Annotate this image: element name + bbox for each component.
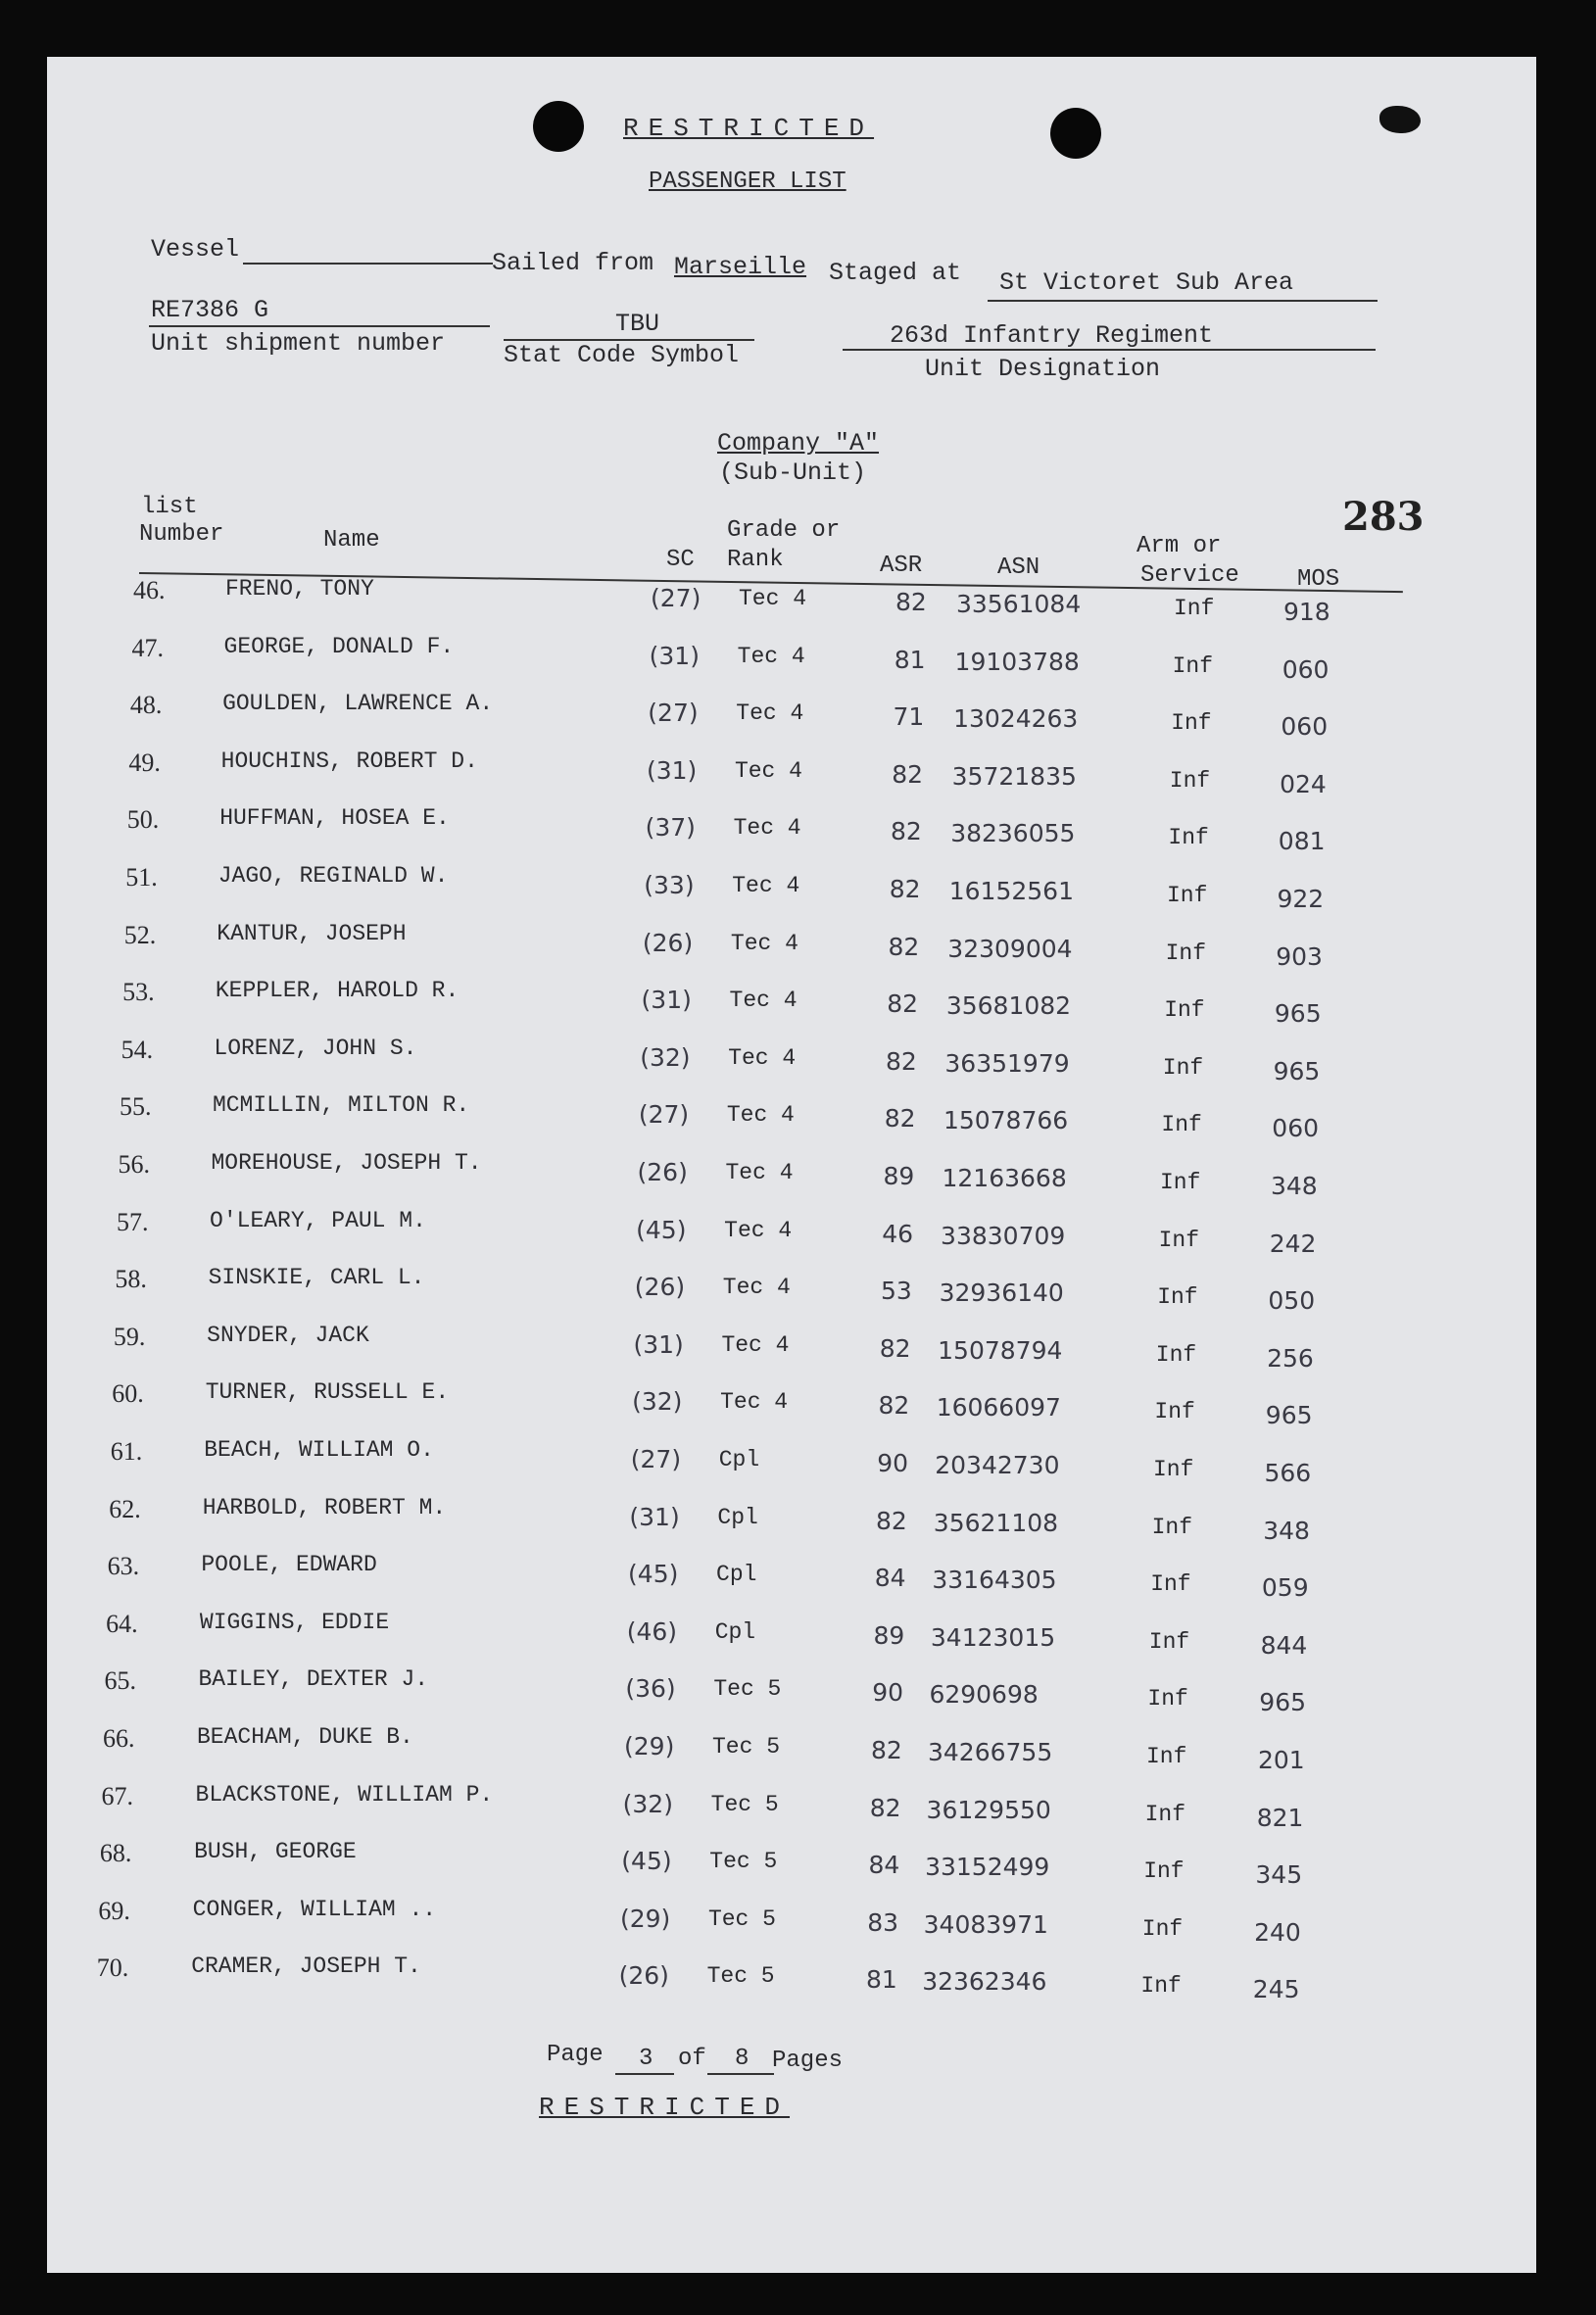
asn-cell: 32936140 [939,1278,1064,1308]
grade-cell: Tec 5 [706,1963,775,1990]
stat-code-label: Stat Code Symbol [504,341,740,369]
arm-cell: Inf [1148,1628,1190,1655]
list-number-cell: 55. [120,1092,152,1122]
mos-cell: 256 [1267,1343,1314,1373]
page-label: Page [547,2042,604,2068]
asr-cell: 82 [891,817,922,846]
table-row [47,1552,1536,1603]
name-cell: O'LEARY, PAUL M. [210,1207,426,1233]
grade-cell: Tec 4 [726,1102,795,1129]
sailed-from-label: Sailed from [492,249,654,277]
list-number-cell: 47. [131,633,164,662]
pages-label: Pages [772,2048,844,2074]
list-number-cell: 46. [133,576,166,604]
name-cell: BLACKSTONE, WILLIAM P. [195,1781,494,1808]
header-grade-1: Grade or [727,517,841,544]
list-number-cell: 63. [107,1552,140,1581]
asr-cell: 82 [886,1046,917,1076]
mos-cell: 060 [1272,1114,1320,1143]
sc-cell: (26) [637,1158,688,1186]
asr-cell: 46 [882,1219,914,1248]
mos-cell: 922 [1277,885,1325,913]
asr-cell: 82 [889,875,921,903]
sc-cell: (37) [645,813,696,843]
mos-cell: 348 [1271,1172,1318,1200]
name-cell: BAILEY, DEXTER J. [198,1666,429,1693]
name-cell: CONGER, WILLIAM .. [192,1896,437,1922]
arm-cell: Inf [1167,883,1208,908]
of-label: of [678,2046,706,2072]
asr-cell: 82 [869,1793,901,1822]
asr-cell: 90 [877,1449,909,1477]
name-cell: HARBOLD, ROBERT M. [202,1494,447,1520]
name-cell: JAGO, REGINALD W. [218,863,449,889]
asn-cell: 16066097 [936,1393,1061,1423]
table-row [47,1092,1536,1143]
name-cell: BEACH, WILLIAM O. [204,1437,434,1463]
list-number-cell: 48. [129,691,163,720]
restricted-bottom: RESTRICTED [539,2093,791,2122]
table-row [47,1035,1536,1085]
asr-cell: 82 [871,1736,902,1764]
sc-cell: (26) [634,1273,686,1302]
sc-cell: (27) [651,584,701,612]
sailed-from-value: Marseille [674,253,807,281]
arm-cell: Inf [1168,825,1209,851]
list-number-cell: 60. [112,1379,144,1409]
name-cell: GEORGE, DONALD F. [223,633,455,659]
table-row [47,1724,1536,1774]
table-row [47,1379,1536,1430]
sc-cell: (45) [621,1847,672,1876]
company-label: (Sub-Unit) [719,458,867,487]
sc-cell: (45) [628,1560,679,1589]
asr-cell: 90 [872,1678,904,1708]
arm-cell: Inf [1147,1686,1188,1712]
asr-cell: 82 [892,759,924,789]
name-cell: WIGGINS, EDDIE [199,1609,390,1635]
grade-cell: Tec 5 [712,1734,781,1760]
table-row [47,1666,1536,1717]
grade-cell: Tec 4 [739,586,807,611]
asr-cell: 84 [874,1564,906,1593]
sc-cell: (26) [618,1961,669,1991]
passenger-list-title: PASSENGER LIST [649,169,846,195]
unit-designation-line [843,349,1376,351]
arm-cell: Inf [1169,767,1211,794]
table-row [47,920,1536,971]
list-number-cell: 68. [99,1839,132,1868]
table-row [47,1150,1536,1200]
asn-cell: 35681082 [945,991,1072,1021]
asn-cell: 6290698 [929,1680,1039,1710]
unit-designation-value: 263d Infantry Regiment [890,321,1214,350]
asr-cell: 82 [879,1333,911,1363]
asr-cell: 82 [888,932,920,961]
asn-cell: 15078794 [938,1335,1063,1365]
arm-cell: Inf [1158,1227,1200,1253]
asr-cell: 82 [895,588,927,616]
name-cell: GOULDEN, LAWRENCE A. [222,691,494,717]
asn-cell: 15078766 [943,1106,1069,1135]
sc-cell: (31) [641,986,692,1015]
name-cell: MCMILLIN, MILTON R. [212,1092,470,1119]
arm-cell: Inf [1172,652,1214,679]
arm-cell: Inf [1140,1973,1182,2000]
unit-shipment-number-value: RE7386 G [151,296,269,324]
table-row [47,978,1536,1029]
mos-cell: 059 [1261,1573,1309,1603]
asr-cell: 84 [868,1851,900,1880]
grade-cell: Tec 5 [710,1791,779,1817]
name-cell: KANTUR, JOSEPH [217,920,407,946]
table-row [47,1609,1536,1660]
mos-cell: 060 [1282,654,1330,684]
unit-designation-label: Unit Designation [925,355,1161,383]
asr-cell: 82 [887,989,919,1019]
asr-cell: 89 [873,1620,905,1650]
list-number-cell: 70. [96,1953,129,1983]
arm-cell: Inf [1174,596,1215,621]
mos-cell: 060 [1281,712,1329,742]
grade-cell: Tec 4 [730,930,798,956]
asn-cell: 35621108 [933,1508,1059,1537]
grade-cell: Cpl [717,1504,758,1530]
mos-cell: 903 [1276,941,1323,971]
grade-cell: Cpl [718,1447,760,1472]
sc-cell: (46) [626,1616,678,1646]
asn-cell: 36129550 [926,1795,1051,1824]
grade-cell: Tec 4 [725,1160,794,1185]
asn-cell: 34266755 [928,1738,1053,1766]
asn-cell: 33561084 [956,590,1082,618]
table-row [47,863,1536,913]
sc-cell: (32) [640,1042,691,1072]
list-number-cell: 57. [116,1207,149,1236]
name-cell: HOUCHINS, ROBERT D. [220,748,478,774]
sc-cell: (27) [648,699,699,728]
table-row [47,1437,1536,1487]
list-number-cell: 59. [113,1322,146,1351]
grade-cell: Tec 4 [732,873,800,898]
mos-cell: 965 [1265,1401,1313,1430]
grade-cell: Tec 5 [709,1849,778,1875]
grade-cell: Tec 4 [729,988,798,1014]
mos-cell: 965 [1259,1688,1307,1717]
header-list-number-2: Number [139,521,224,548]
mos-cell: 348 [1263,1516,1310,1545]
sc-cell: (33) [644,871,695,899]
mos-cell: 240 [1254,1917,1301,1947]
arm-cell: Inf [1165,940,1207,966]
mos-cell: 918 [1283,598,1330,626]
sc-cell: (31) [649,641,700,670]
mos-cell: 050 [1268,1286,1316,1316]
unit-shipment-number-label: Unit shipment number [151,329,446,358]
sc-cell: (29) [619,1904,671,1933]
grade-cell: Cpl [716,1562,757,1588]
list-number-cell: 64. [106,1609,138,1638]
asn-cell: 19103788 [954,647,1080,676]
mos-cell: 965 [1273,1056,1321,1085]
mos-cell: 081 [1278,827,1326,856]
table-row [47,691,1536,742]
arm-cell: Inf [1154,1399,1195,1425]
header-name: Name [323,527,380,554]
sc-cell: (27) [638,1100,690,1130]
name-cell: LORENZ, JOHN S. [214,1035,417,1061]
sc-cell: (32) [632,1387,683,1417]
sc-cell: (31) [633,1329,684,1359]
page-value: 3 [639,2046,653,2072]
total-value: 8 [735,2046,750,2072]
table-row [47,1781,1536,1832]
mos-cell: 245 [1252,1975,1300,2004]
punch-hole-right [1050,108,1101,159]
arm-cell: Inf [1143,1858,1185,1885]
header-sc: SC [666,547,695,573]
list-number-cell: 61. [110,1437,143,1466]
list-number-cell: 50. [126,805,160,835]
asn-cell: 33830709 [941,1221,1066,1250]
name-cell: SNYDER, JACK [207,1322,369,1348]
asr-cell: 81 [866,1965,897,1995]
list-number-cell: 58. [115,1265,147,1294]
list-number-cell: 62. [109,1494,141,1523]
sc-cell: (29) [624,1732,675,1760]
grade-cell: Tec 4 [721,1331,790,1358]
arm-cell: Inf [1151,1514,1193,1540]
arm-cell: Inf [1144,1801,1186,1827]
asr-cell: 71 [893,702,925,732]
asn-cell: 33164305 [932,1566,1057,1595]
arm-cell: Inf [1155,1341,1197,1368]
asn-cell: 16152561 [948,877,1074,905]
grade-cell: Tec 4 [734,757,802,784]
arm-cell: Inf [1150,1571,1191,1598]
page-value-line [615,2073,674,2075]
punch-hole-left [533,101,584,152]
list-number-cell: 52. [123,920,157,949]
staged-at-line [988,300,1378,302]
header-arm-1: Arm or [1137,533,1222,559]
asn-cell: 32309004 [947,934,1073,963]
staged-at-value: St Victoret Sub Area [999,268,1294,297]
header-list-number-1: list [141,494,198,520]
table-row [47,576,1536,626]
mos-cell: 821 [1256,1803,1304,1832]
header-grade-2: Rank [727,547,784,573]
table-row [47,1207,1536,1258]
name-cell: HUFFMAN, HOSEA E. [219,805,450,832]
name-cell: SINSKIE, CARL L. [208,1265,425,1291]
arm-cell: Inf [1141,1915,1184,1942]
asr-cell: 83 [867,1907,899,1937]
header-arm-2: Service [1140,562,1239,589]
list-number-cell: 69. [98,1896,130,1925]
arm-cell: Inf [1146,1744,1187,1769]
document-sheet [47,57,1536,2273]
company-value: Company "A" [717,429,880,458]
mos-cell: 024 [1280,769,1327,798]
table-row [47,1322,1536,1373]
asn-cell: 12163668 [942,1164,1067,1192]
mos-cell: 345 [1255,1860,1303,1890]
asn-cell: 20342730 [935,1451,1060,1479]
header-mos: MOS [1297,566,1340,593]
list-number-cell: 56. [118,1150,150,1179]
sc-cell: (32) [622,1789,673,1818]
sc-cell: (31) [629,1502,680,1531]
staged-at-label: Staged at [829,259,962,287]
mos-cell: 201 [1258,1746,1305,1774]
total-value-line [707,2073,774,2075]
asr-cell: 82 [878,1391,910,1421]
name-cell: CRAMER, JOSEPH T. [191,1953,421,1980]
sc-cell: (27) [630,1445,682,1473]
sc-cell: (36) [625,1674,676,1704]
grade-cell: Tec 4 [720,1389,789,1416]
arm-cell: Inf [1160,1170,1201,1195]
mos-cell: 965 [1274,999,1322,1029]
asn-cell: 38236055 [950,819,1076,848]
asr-cell: 53 [881,1277,912,1306]
header-asr: ASR [880,553,923,579]
restricted-top: RESTRICTED [623,114,875,143]
arm-cell: Inf [1162,1054,1204,1081]
mos-cell: 844 [1260,1630,1308,1660]
table-row [47,1839,1536,1890]
list-number-cell: 66. [103,1724,135,1753]
table-row [47,1953,1536,2004]
grade-cell: Tec 5 [707,1905,776,1932]
asn-cell: 13024263 [953,704,1079,734]
table-row [47,805,1536,856]
mos-cell: 566 [1264,1459,1312,1487]
asn-cell: 34083971 [923,1909,1048,1939]
asn-cell: 36351979 [944,1048,1070,1078]
asr-cell: 89 [883,1162,915,1190]
table-row [47,1896,1536,1947]
table-row [47,1265,1536,1316]
name-cell: BUSH, GEORGE [194,1839,357,1865]
asn-cell: 32362346 [922,1967,1047,1997]
sc-cell: (31) [646,755,698,785]
asr-cell: 82 [884,1104,916,1133]
name-cell: MOREHOUSE, JOSEPH T. [211,1150,482,1176]
page-number: 283 [1342,494,1425,540]
asr-cell: 81 [894,645,926,674]
sc-cell: (45) [636,1215,687,1244]
arm-cell: Inf [1164,997,1205,1024]
stat-code-value: TBU [615,310,660,338]
arm-cell: Inf [1153,1457,1194,1482]
grade-cell: Tec 4 [737,643,805,669]
asn-cell: 33152499 [925,1853,1050,1882]
list-number-cell: 54. [121,1035,154,1064]
sc-cell: (26) [642,928,694,957]
unit-shipment-line [149,325,490,327]
list-number-cell: 65. [104,1666,137,1696]
grade-cell: Tec 4 [733,815,801,842]
header-asn: ASN [997,555,1040,581]
grade-cell: Tec 4 [736,700,804,727]
ink-blot [1379,106,1421,133]
list-number-cell: 53. [122,978,155,1007]
name-cell: POOLE, EDWARD [201,1552,377,1578]
grade-cell: Tec 4 [722,1275,791,1301]
table-row [47,1494,1536,1545]
asn-cell: 35721835 [951,761,1077,791]
list-number-cell: 51. [125,863,158,892]
vessel-line [243,263,493,265]
arm-cell: Inf [1161,1112,1202,1138]
asn-cell: 34123015 [930,1622,1056,1652]
asr-cell: 82 [876,1506,907,1535]
vessel-label: Vessel [151,235,240,264]
arm-cell: Inf [1157,1284,1198,1311]
list-number-cell: 67. [101,1781,133,1810]
grade-cell: Tec 4 [728,1044,797,1071]
name-cell: TURNER, RUSSELL E. [205,1379,450,1406]
mos-cell: 242 [1269,1229,1317,1258]
grade-cell: Cpl [714,1618,756,1645]
grade-cell: Tec 5 [713,1676,782,1703]
grade-cell: Tec 4 [724,1217,793,1243]
arm-cell: Inf [1171,710,1212,737]
name-cell: FRENO, TONY [225,576,374,602]
table-row [47,748,1536,798]
name-cell: BEACHAM, DUKE B. [197,1724,413,1750]
name-cell: KEPPLER, HAROLD R. [215,978,459,1004]
list-number-cell: 49. [128,748,161,777]
table-row [47,633,1536,684]
